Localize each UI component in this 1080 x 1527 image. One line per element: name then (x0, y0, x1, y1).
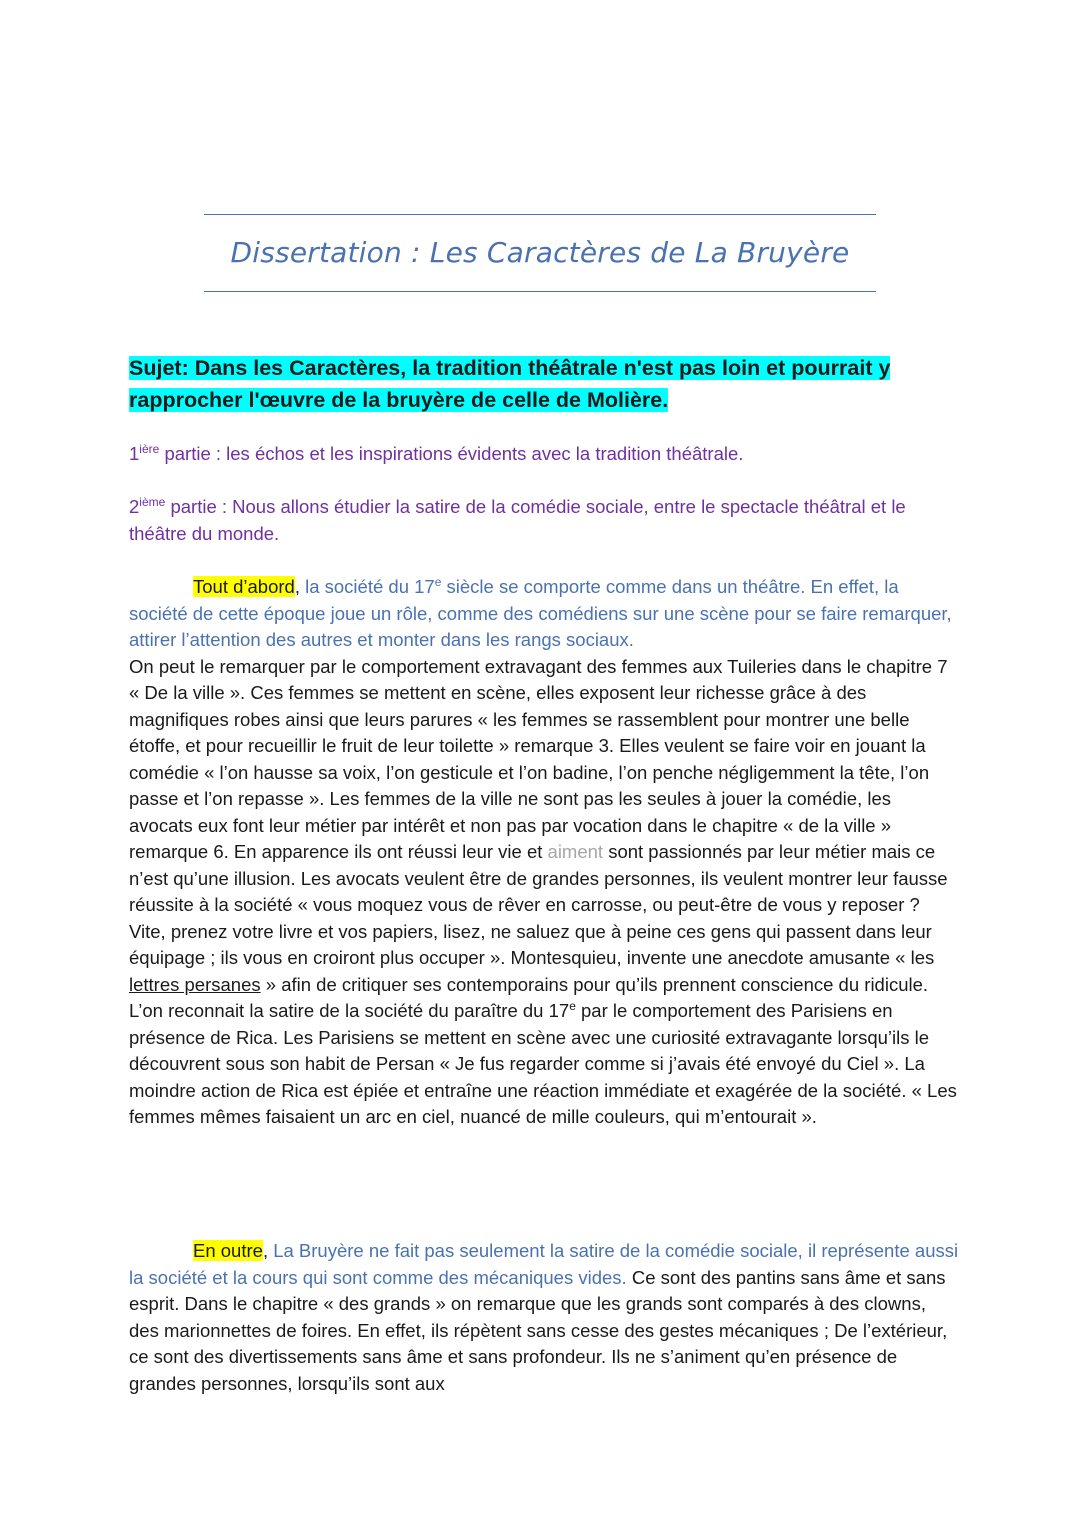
paragraph-one-topic-b: siècle se comporte comme dans un théâtre. En effet, la société de cette époque joue un rôle, comme des comédiens sur une scène pour se faire remarquer, attirer l’attention des autres et monter dans les rangs sociaux. (129, 576, 952, 650)
part-one-text: partie : les échos et les inspirations évidents avec la tradition théâtrale. (159, 443, 744, 464)
part-two-text: partie : Nous allons étudier la satire de la comédie sociale, entre le spectacle théâtral et le théâtre du monde. (129, 496, 906, 544)
paragraph-one-connector: Tout d’abord (193, 576, 295, 597)
part-one-number: 1 (129, 443, 140, 464)
title-bottom-rule (204, 291, 876, 292)
paragraph-one-body-c: » afin de critiquer ses contemporains pour qu’ils prennent conscience du ridicule. L’on reconnait la satire de la société du paraître du 17 (129, 973, 929, 1021)
paragraph-one (129, 574, 959, 1131)
subject-heading (129, 352, 959, 416)
paragraph-two-topic: La Bruyère ne fait pas seulement la satire de la comédie sociale, il représente aussi la société et la cours qui sont comme des mécaniques vides. (129, 1240, 959, 1288)
paragraph-two-body: Ce sont des pantins sans âme et sans esprit. Dans le chapitre « des grands » on remarque que les grands sont comparés à des clowns, des marionnettes de foires. En effet, ils répètent sans cesse des gestes mécaniques ; De l’extérieur, ce sont des divertissements sans âme et sans profondeur. Ils ne s’animent qu’en présence de grandes personnes, lorsqu’ils sont aux (129, 1266, 948, 1394)
paragraph-one-topic-sup: e (434, 574, 442, 589)
paragraph-one-body-a: On peut le remarquer par le comportement extravagant des femmes aux Tuileries dans le chapitre 7 « De la ville ». Ces femmes se mettent en scène, elles exposent leur richesse grâce à des magnifiques robes ainsi que leurs parures « les femmes se rassemblent pour montrer une belle étoffe, et pour recueillir le fruit de leur toilette » remarque 3. Elles veulent se faire voir en jouant la comédie « l’on hausse sa voix, l’on gesticule et l’on badine, l’on penche négligemment la tête, l’on passe et l’on repasse ». Les femmes de la ville ne sont pas les seules à jouer la comédie, les avocats eux font leur métier par intérêt et non pas par vocation dans le chapitre « de la ville » remarque 6. En apparence ils ont réussi leur vie et (129, 655, 948, 862)
paragraph-two-comma: , (262, 1240, 269, 1261)
title-top-rule (204, 214, 876, 215)
paragraph-two (129, 1238, 959, 1397)
paragraph-one-body-sup: e (569, 998, 576, 1013)
subject-text: Sujet: Dans les Caractères, la tradition théâtrale n'est pas loin et pourrait y rapprocher l'œuvre de la bruyère de celle de Molière. (129, 356, 891, 412)
paragraph-one-topic-a: la société du 17 (299, 576, 435, 597)
paragraph-two-connector: En outre (193, 1240, 263, 1261)
paragraph-one-body-d: par le comportement des Parisiens en présence de Rica. Les Parisiens se mettent en scène avec une curiosité extravagante lorsqu’ils le découvrent sous son habit de Persan « Je fus regarder comme si j’avais été envoyé du Ciel ». La moindre action de Rica est épiée et entraîne une réaction immédiate et exagérée de la société. « Les femmes mêmes faisaient un arc en ciel, nuancé de mille couleurs, qui m’entourait ». (129, 1000, 957, 1127)
part-two-number: 2 (129, 496, 140, 517)
paragraph-one-comma: , (294, 576, 300, 597)
paragraph-one-body-b: sont passionnés par leur métier mais ce n’est qu’une illusion. Les avocats veulent être de grandes personnes, ils veulent montrer leur fausse réussite à la société « vous moquez vous de rêver en carrosse, ou peut-être de vous y reposer ? Vite, prenez votre livre et vos papiers, lisez, ne saluez que à peine ces gens qui passent dans leur équipage ; ils vous en croiront plus occuper ». Montesquieu, invente une anecdote amusante « les (129, 841, 948, 968)
part-one-line (129, 441, 959, 468)
part-two-superscript: ième (139, 494, 166, 509)
paragraph-one-underlined: lettres persanes (129, 973, 261, 995)
page-title: Dissertation : Les Caractères de La Bruyère (230, 236, 850, 269)
part-one-superscript: ière (139, 441, 160, 456)
part-two-line (129, 494, 959, 547)
paragraph-one-grey-word: aiment (547, 841, 604, 862)
